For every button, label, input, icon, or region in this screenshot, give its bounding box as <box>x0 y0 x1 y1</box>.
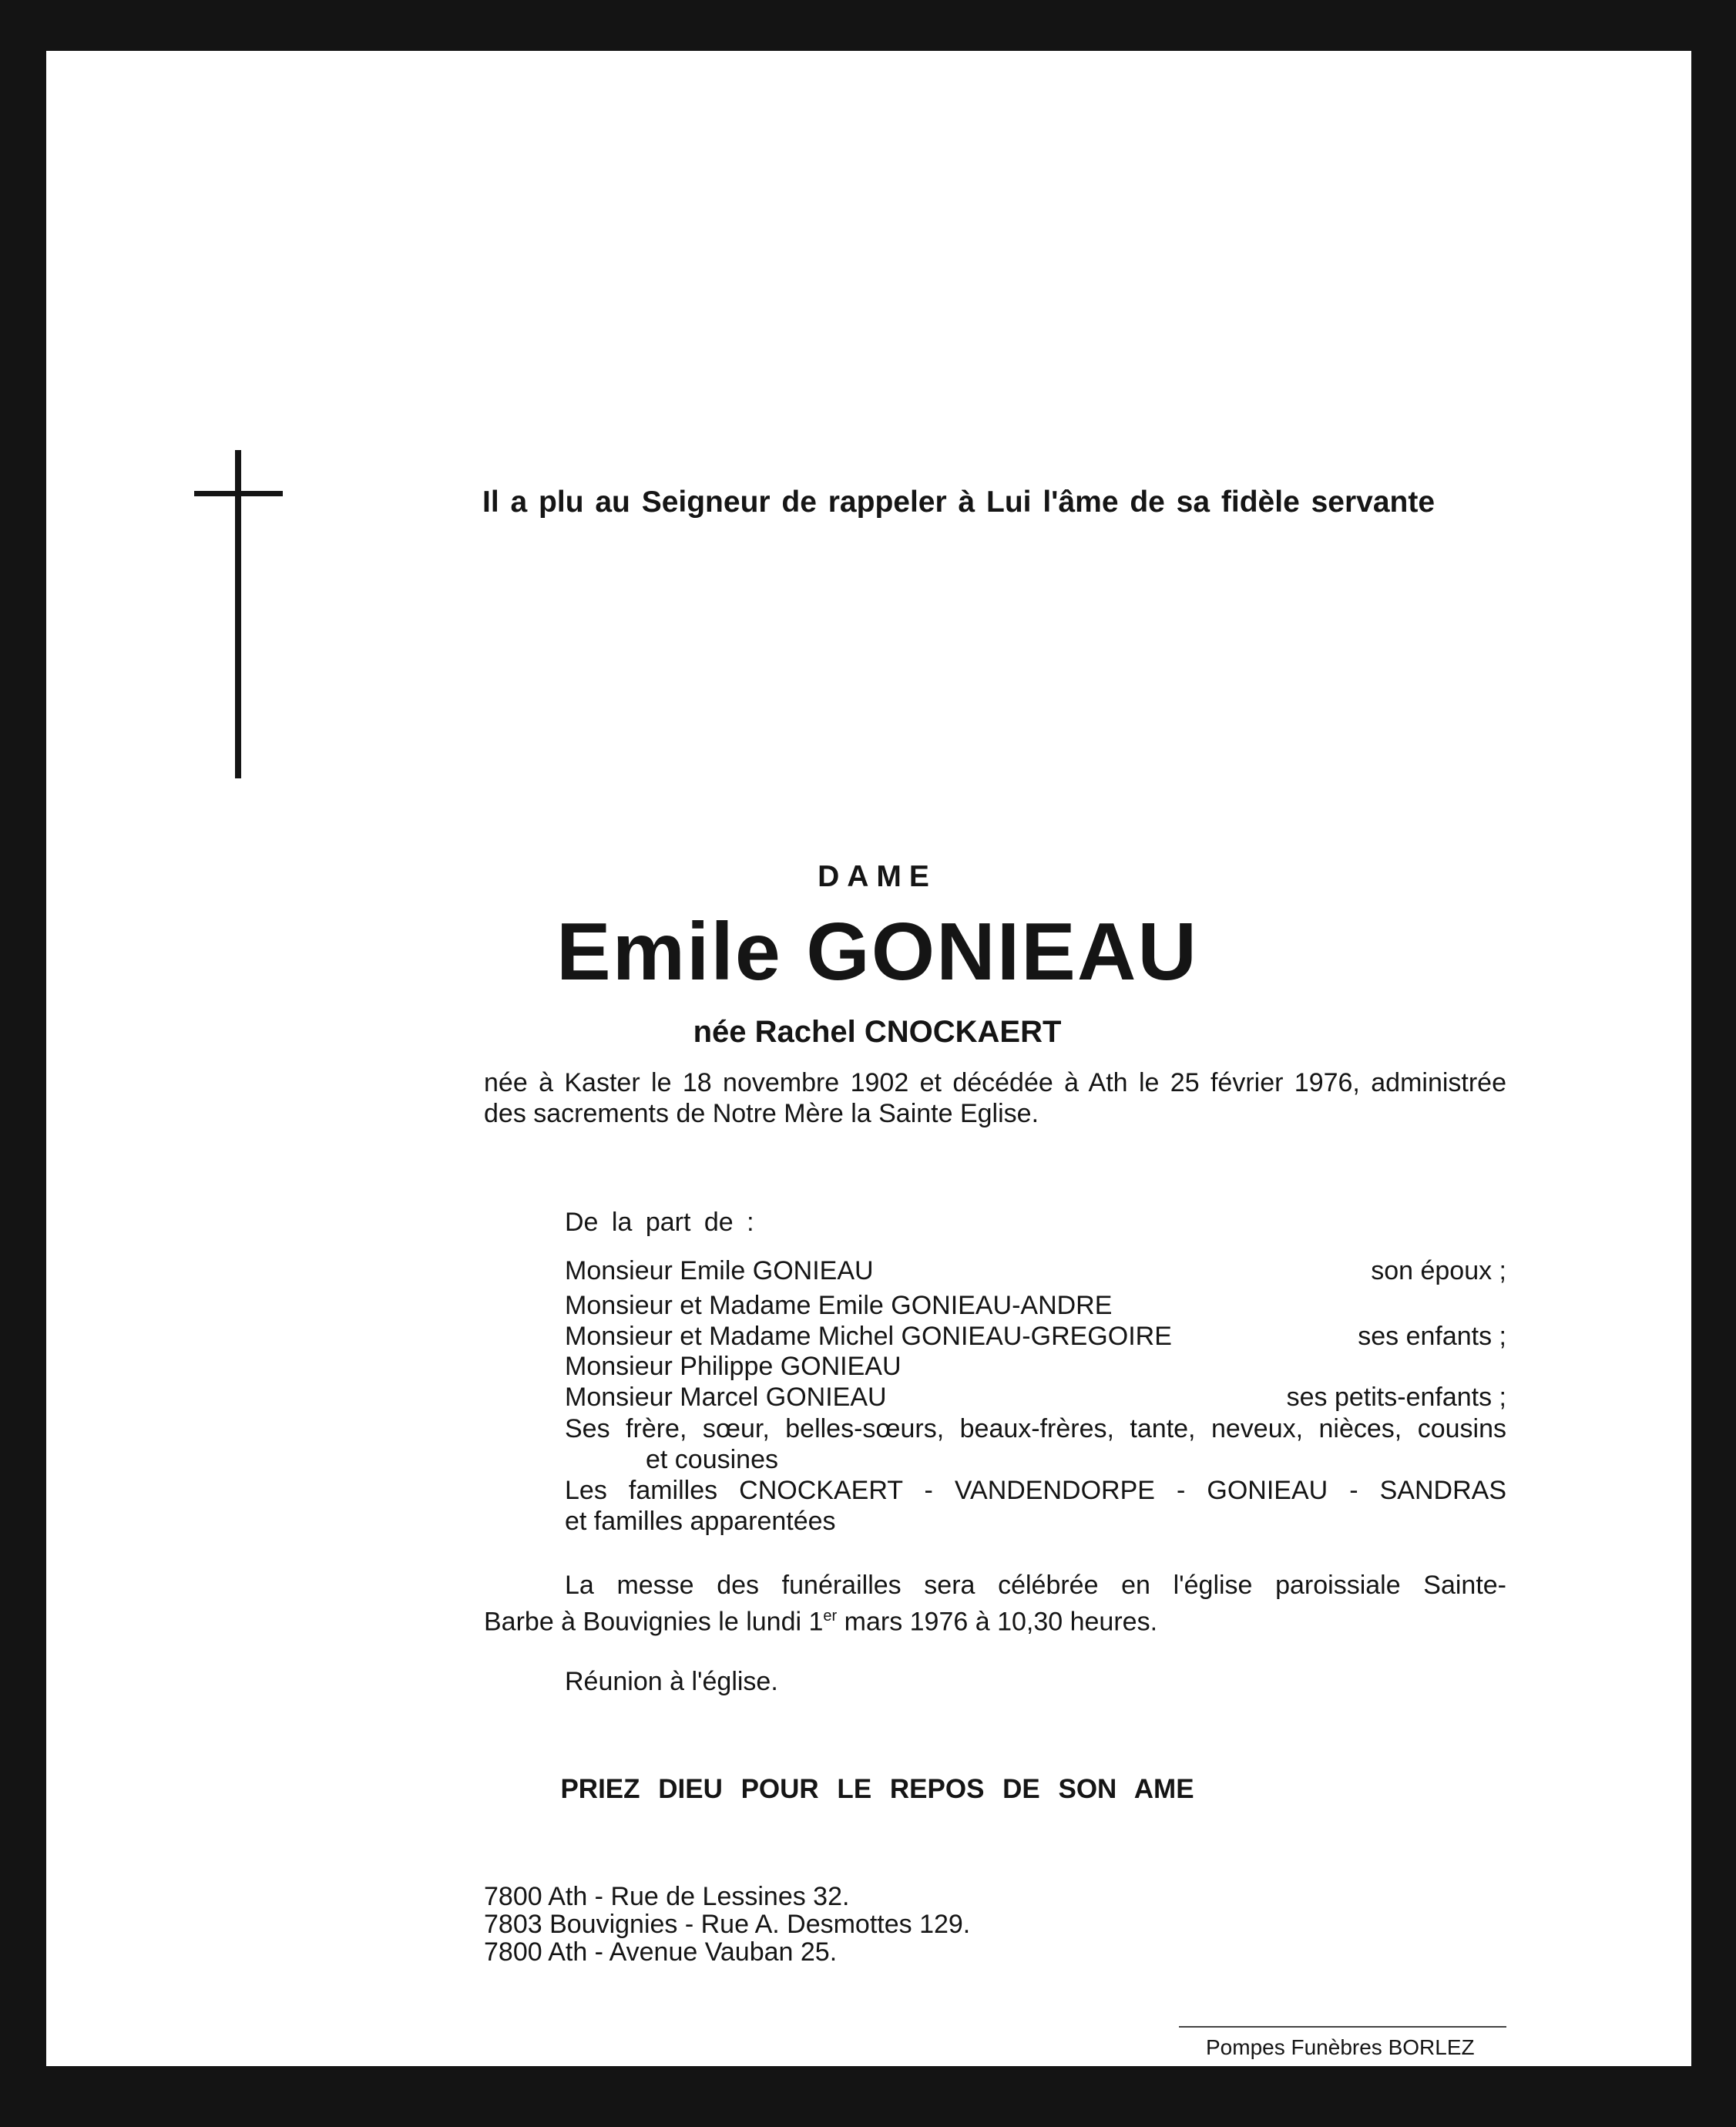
mass-line-2 <box>484 1601 1506 1637</box>
cross-icon <box>235 450 241 778</box>
deceased-name: Emile GONIEAU <box>556 906 1198 997</box>
addresses <box>484 1883 970 1966</box>
birth-name: née Rachel CNOCKAERT <box>693 1015 1062 1049</box>
intro-text: Il a plu au Seigneur de rappeler à Lui l'âme de sa fidèle servante <box>482 486 1435 519</box>
family-row <box>565 1321 1506 1352</box>
family-group-spouse <box>565 1255 1506 1286</box>
obituary-card <box>46 51 1691 2066</box>
family-name: Monsieur Marcel GONIEAU <box>565 1383 887 1412</box>
family-row: Ses frère, sœur, belles-sœurs, beaux-frères, tante, neveux, nièces, cousins <box>565 1414 1506 1443</box>
reunion-note: Réunion à l'église. <box>565 1667 778 1696</box>
family-role: ses petits-enfants ; <box>1286 1383 1506 1412</box>
family-row: et cousines <box>646 1445 778 1474</box>
family-row <box>565 1255 1506 1286</box>
family-row <box>565 1382 1506 1413</box>
mass-line-2-b: mars 1976 à 10,30 heures. <box>837 1607 1158 1637</box>
part-label: De la part de : <box>565 1208 754 1237</box>
address-line: 7800 Ath - Avenue Vauban 25. <box>484 1937 838 1967</box>
family-group-relatives <box>565 1413 1506 1475</box>
biography-line-2: des sacrements de Notre Mère la Sainte Eglise. <box>484 1099 1039 1128</box>
family-role: ses enfants ; <box>1358 1322 1506 1351</box>
family-row: et familles apparentées <box>565 1507 836 1536</box>
family-name: Monsieur Philippe GONIEAU <box>565 1352 902 1381</box>
family-name: Monsieur et Madame Michel GONIEAU-GREGOIRE <box>565 1322 1172 1351</box>
mass-line-2-sup: er <box>823 1608 838 1625</box>
address-line: 7803 Bouvignies - Rue A. Desmottes 129. <box>484 1910 971 1939</box>
family-row <box>565 1290 1506 1321</box>
cross-icon-bar <box>194 491 283 496</box>
family-group-children <box>565 1290 1506 1352</box>
mass-line-2-a: Barbe à Bouvignies le lundi 1 <box>484 1607 824 1637</box>
family-group-grandchildren <box>565 1351 1506 1413</box>
family-row: Les familles CNOCKAERT - VANDENDORPE - GONIEAU - SANDRAS <box>565 1476 1506 1505</box>
funeral-home: Pompes Funèbres BORLEZ <box>1206 2035 1475 2059</box>
family-role: son époux ; <box>1371 1256 1506 1285</box>
family-row <box>565 1351 1506 1382</box>
family-name: Monsieur Emile GONIEAU <box>565 1256 874 1285</box>
biography <box>484 1067 1506 1129</box>
mass-line-1: La messe des funérailles sera célébrée en l'église paroissiale Sainte- <box>565 1571 1506 1600</box>
title-dame: DAME <box>818 860 937 893</box>
mass-announcement <box>484 1570 1506 1637</box>
signature-rule <box>1179 2026 1506 2028</box>
family-group-families <box>565 1475 1506 1537</box>
prayer-line: PRIEZ DIEU POUR LE REPOS DE SON AME <box>560 1774 1194 1804</box>
biography-line-1: née à Kaster le 18 novembre 1902 et décédée à Ath le 25 février 1976, administrée <box>484 1068 1506 1097</box>
address-line: 7800 Ath - Rue de Lessines 32. <box>484 1882 850 1911</box>
family-name: Monsieur et Madame Emile GONIEAU-ANDRE <box>565 1291 1113 1320</box>
